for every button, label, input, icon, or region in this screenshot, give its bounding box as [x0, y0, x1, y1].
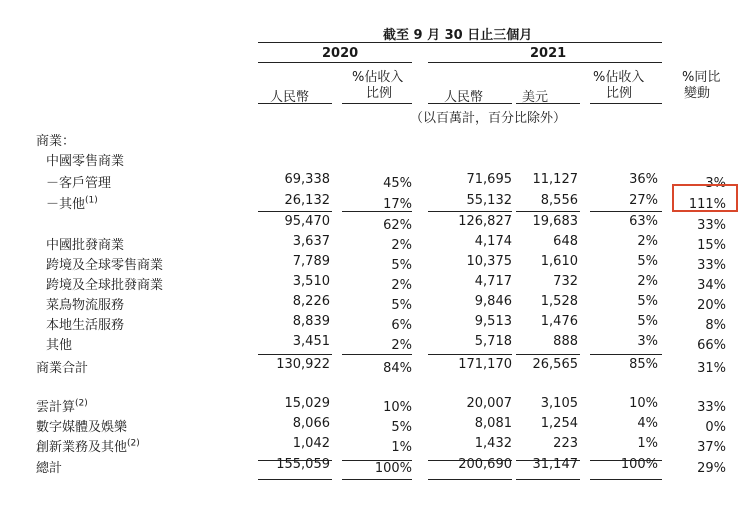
cell-rmb21: 4,174: [474, 234, 512, 249]
pct-2021-rule: [590, 103, 662, 104]
row-label: 其他: [46, 338, 73, 353]
row-label: 菜鳥物流服務: [46, 298, 125, 313]
cell-yoy: 33%: [697, 400, 726, 415]
cell-pct20: 2%: [391, 338, 412, 353]
cell-rmb20: 8,066: [292, 416, 330, 431]
cell-pct20: 6%: [391, 318, 412, 333]
grand-total-rule-rmb20: [258, 460, 332, 461]
col-rmb-2021: 人民幣: [444, 90, 484, 105]
row-label: 數字媒體及娛樂: [36, 420, 128, 435]
cell-pct21: 5%: [637, 294, 658, 309]
cell-pct20: 45%: [383, 176, 412, 191]
cell-usd21: 19,683: [532, 214, 578, 229]
cell-usd21: 1,610: [540, 254, 578, 269]
subtotal-rule-pct20: [342, 211, 412, 212]
cell-rmb20: 155,059: [276, 457, 330, 472]
usd-2021-rule: [516, 103, 580, 104]
cell-usd21: 1,476: [540, 314, 578, 329]
cell-pct20: 5%: [391, 420, 412, 435]
cell-pct21: 27%: [629, 193, 658, 208]
cell-rmb20: 69,338: [284, 172, 330, 187]
cell-usd21: 8,556: [540, 193, 578, 208]
footnote-marker: (2): [127, 438, 140, 449]
cell-rmb21: 9,513: [474, 314, 512, 329]
cell-pct20: 62%: [383, 218, 412, 233]
cell-rmb20: 3,637: [292, 234, 330, 249]
cell-usd21: 31,147: [532, 457, 578, 472]
row-label: 中國批發商業: [46, 238, 125, 253]
cell-pct21: 2%: [637, 234, 658, 249]
cell-rmb20: 130,922: [276, 357, 330, 372]
unit-note: （以百萬計，百分比除外）: [410, 111, 567, 126]
cell-yoy: 111%: [688, 197, 726, 212]
subtotal-rule-rmb20: [258, 211, 332, 212]
subtotal-rule-usd21: [516, 211, 580, 212]
cell-rmb20: 1,042: [292, 436, 330, 451]
cell-rmb20: 3,451: [292, 334, 330, 349]
commerce-total-rule-pct21: [590, 354, 662, 355]
row-label: －其他$^{(1)}$: [46, 195, 98, 212]
cell-usd21: 888: [553, 334, 578, 349]
cell-rmb20: 8,226: [292, 294, 330, 309]
row-label: 總計: [36, 461, 63, 476]
year-2021-rule: [428, 62, 662, 63]
cell-pct21: 2%: [637, 274, 658, 289]
cell-yoy: 29%: [697, 461, 726, 476]
cell-yoy: 8%: [705, 318, 726, 333]
cell-rmb20: 26,132: [284, 193, 330, 208]
row-label: 跨境及全球批發商業: [46, 278, 164, 293]
cell-usd21: 3,105: [540, 396, 578, 411]
col-rmb-2020: 人民幣: [270, 90, 310, 105]
col-pct-2021-line2: 比例: [606, 86, 633, 101]
cell-pct21: 85%: [629, 357, 658, 372]
row-label: 創新業務及其他$^{(2)}$: [36, 438, 140, 455]
cell-pct20: 5%: [391, 298, 412, 313]
year-2020-header: 2020: [322, 46, 359, 61]
commerce-total-rule-pct20: [342, 354, 412, 355]
cell-rmb21: 4,717: [474, 274, 512, 289]
cell-rmb21: 200,690: [458, 457, 512, 472]
section-commerce: 商業：: [36, 134, 76, 149]
cell-rmb21: 10,375: [466, 254, 512, 269]
grand-total-underline-rmb21: [428, 479, 512, 480]
cell-yoy: 37%: [697, 440, 726, 455]
cell-rmb21: 5,718: [474, 334, 512, 349]
cell-rmb21: 20,007: [466, 396, 512, 411]
row-label: 雲計算$^{(2)}$: [36, 398, 88, 415]
commerce-total-rule-rmb20: [258, 354, 332, 355]
year-2020-rule: [258, 62, 412, 63]
cell-pct21: 36%: [629, 172, 658, 187]
cell-pct20: 2%: [391, 238, 412, 253]
cell-usd21: 11,127: [532, 172, 578, 187]
cell-rmb20: 15,029: [284, 396, 330, 411]
rmb-2021-rule: [428, 103, 512, 104]
cell-usd21: 26,565: [532, 357, 578, 372]
cell-pct21: 1%: [637, 436, 658, 451]
cell-usd21: 648: [553, 234, 578, 249]
subtotal-rule-pct21: [590, 211, 662, 212]
cell-rmb20: 3,510: [292, 274, 330, 289]
grand-total-rule-rmb21: [428, 460, 512, 461]
cell-pct21: 10%: [629, 396, 658, 411]
col-yoy-line2: 變動: [684, 86, 711, 101]
subtotal-rule-rmb21: [428, 211, 512, 212]
commerce-total-rule-rmb21: [428, 354, 512, 355]
commerce-total-rule-usd21: [516, 354, 580, 355]
cell-yoy: 3%: [705, 176, 726, 191]
grand-total-rule-pct21: [590, 460, 662, 461]
section-china-retail: 中國零售商業: [46, 154, 125, 169]
row-label: －客戶管理: [46, 176, 112, 191]
year-2021-header: 2021: [530, 46, 567, 61]
grand-total-rule-pct20: [342, 460, 412, 461]
grand-total-rule-usd21: [516, 460, 580, 461]
cell-usd21: 1,528: [540, 294, 578, 309]
cell-rmb21: 1,432: [474, 436, 512, 451]
cell-rmb21: 55,132: [466, 193, 512, 208]
cell-yoy: 33%: [697, 258, 726, 273]
cell-pct20: 5%: [391, 258, 412, 273]
footnote-marker: (1): [85, 195, 98, 206]
cell-usd21: 732: [553, 274, 578, 289]
cell-pct20: 17%: [383, 197, 412, 212]
cell-yoy: 0%: [705, 420, 726, 435]
cell-yoy: 34%: [697, 278, 726, 293]
grand-total-underline-pct20: [342, 479, 412, 480]
cell-rmb20: 8,839: [292, 314, 330, 329]
cell-usd21: 223: [553, 436, 578, 451]
cell-yoy: 33%: [697, 218, 726, 233]
cell-rmb21: 126,827: [458, 214, 512, 229]
cell-pct20: 10%: [383, 400, 412, 415]
cell-yoy: 15%: [697, 238, 726, 253]
grand-total-underline-pct21: [590, 479, 662, 480]
period-rule: [258, 42, 662, 43]
cell-pct21: 100%: [620, 457, 658, 472]
grand-total-underline-rmb20: [258, 479, 332, 480]
cell-pct20: 100%: [374, 461, 412, 476]
cell-rmb21: 9,846: [474, 294, 512, 309]
col-usd-2021: 美元: [522, 90, 549, 105]
cell-yoy: 20%: [697, 298, 726, 313]
cell-pct20: 84%: [383, 361, 412, 376]
cell-pct20: 1%: [391, 440, 412, 455]
cell-rmb20: 95,470: [284, 214, 330, 229]
cell-pct21: 4%: [637, 416, 658, 431]
cell-pct21: 3%: [637, 334, 658, 349]
col-yoy-line1: %同比: [682, 70, 721, 85]
col-pct-2020-line1: %佔收入: [352, 70, 404, 85]
col-pct-2020-line2: 比例: [366, 86, 393, 101]
grand-total-underline-usd21: [516, 479, 580, 480]
footnote-marker: (2): [75, 398, 88, 409]
cell-usd21: 1,254: [540, 416, 578, 431]
cell-pct20: 2%: [391, 278, 412, 293]
pct-2020-rule: [342, 103, 412, 104]
rmb-2020-rule: [258, 103, 332, 104]
cell-pct21: 5%: [637, 254, 658, 269]
row-label: 本地生活服務: [46, 318, 125, 333]
cell-pct21: 5%: [637, 314, 658, 329]
cell-rmb20: 7,789: [292, 254, 330, 269]
cell-rmb21: 171,170: [458, 357, 512, 372]
cell-pct21: 63%: [629, 214, 658, 229]
cell-rmb21: 71,695: [466, 172, 512, 187]
cell-yoy: 31%: [697, 361, 726, 376]
period-title: 截至 9 月 30 日止三個月: [383, 28, 533, 43]
cell-yoy: 66%: [697, 338, 726, 353]
cell-rmb21: 8,081: [474, 416, 512, 431]
row-label: 商業合計: [36, 361, 89, 376]
highlight-box: [672, 184, 738, 212]
row-label: 跨境及全球零售商業: [46, 258, 164, 273]
col-pct-2021-line1: %佔收入: [593, 70, 645, 85]
